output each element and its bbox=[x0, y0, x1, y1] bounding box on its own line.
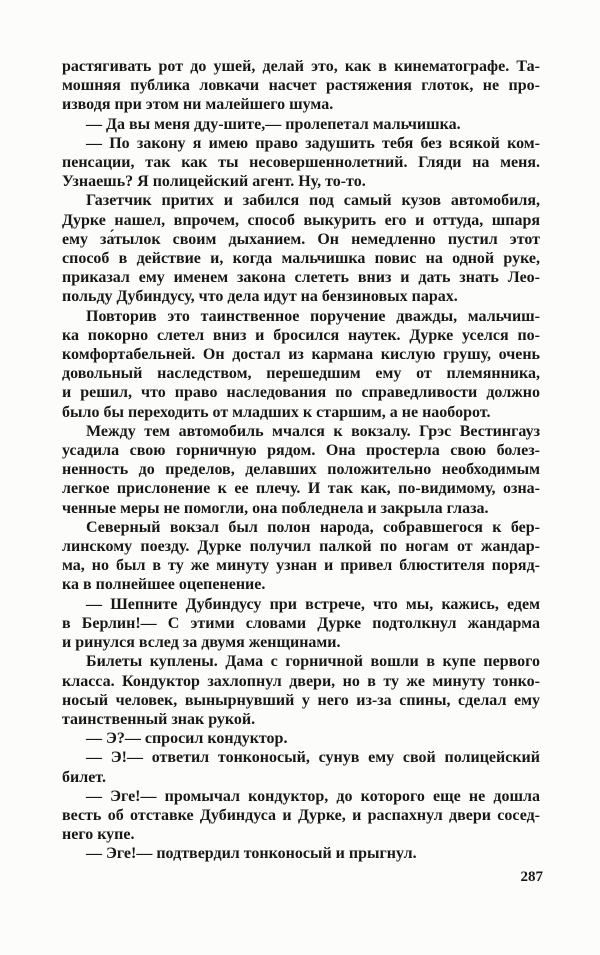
text-line: легкое прислонение к ее плечу. И так как, по-видимому, озна- bbox=[62, 480, 540, 498]
text-line: ненность до пределов, делавших положительно необходимым bbox=[62, 461, 540, 479]
paragraph bbox=[62, 115, 540, 134]
text-line: весть об отставке Дубиндуса и Дурке, и распахнул двери сосед- bbox=[62, 806, 540, 824]
text-line: усадила свою горничную рядом. Она простерла свою болез- bbox=[62, 442, 540, 460]
text-line: и ринулся вслед за двумя женщинами. bbox=[62, 634, 341, 652]
text-line: польду Дубиндусу, что дела идут на бензиновых парах. bbox=[62, 288, 458, 306]
paragraph bbox=[62, 57, 540, 115]
text-column bbox=[62, 57, 540, 864]
text-line: мошняя публика ловкачи насчет растяжения глоток, не про- bbox=[62, 77, 540, 95]
text-line: него купе. bbox=[62, 826, 135, 844]
paragraph bbox=[62, 787, 540, 845]
text-line: растягивать рот до ушей, делай это, как в кинематографе. Та- bbox=[62, 58, 540, 75]
text-line: Газетчик притих и забился под самый кузов автомобиля, bbox=[86, 192, 540, 210]
text-line: линскому поезду. Дурке получил палкой по ногам от жандар- bbox=[62, 538, 540, 556]
text-line: Между тем автомобиль мчался к вокзалу. Грэс Вестингауз bbox=[86, 422, 540, 440]
text-line: класса. Кондуктор захлопнул двери, но в ту же минуту тонко- bbox=[62, 672, 540, 690]
text-line: — Э?— спросил кондуктор. bbox=[86, 730, 288, 748]
text-line: и решил, что право наследования по справедливости должно bbox=[62, 384, 540, 402]
text-line: Узнаешь? Я полицейский агент. Ну, то-то. bbox=[62, 173, 366, 191]
text-line: — Эге!— подтвердил тонконосый и прыгнул. bbox=[86, 845, 417, 863]
text-line: ему за́тылок своим дыханием. Он немедленно пустил этот bbox=[62, 230, 540, 248]
text-line: Дурке нашел, впрочем, способ выкурить его и оттуда, шпаря bbox=[62, 211, 540, 229]
paragraph bbox=[62, 652, 540, 729]
text-line: способ в действие и, когда мальчишка повис на одной руке, bbox=[62, 250, 540, 268]
text-line: ка покорно слетел вниз и бросился наутек. Дурке уселся по- bbox=[62, 326, 540, 344]
text-line: Повторив это таинственное поручение дважды, мальчиш- bbox=[86, 307, 540, 325]
text-line: ченные меры не помогли, она побледнела и закрыла глаза. bbox=[62, 499, 489, 517]
text-line: комфортабельней. Он достал из кармана кислую грушу, очень bbox=[62, 346, 540, 364]
paragraph bbox=[62, 844, 540, 863]
text-line: довольный наследством, перешедшим ему от племянника, bbox=[62, 365, 540, 383]
text-line: носый человек, вынырнувший у него из-за спины, сделал ему bbox=[62, 691, 540, 709]
text-line: было бы переходить от младших к старшим, а не наоборот. bbox=[62, 403, 491, 421]
text-line: билет. bbox=[62, 768, 106, 786]
text-line: приказал ему именем закона слететь вниз и дать знать Лео- bbox=[62, 269, 540, 287]
text-line: в Берлин!— С этими словами Дурке подтолкнул жандарма bbox=[62, 614, 540, 632]
paragraph bbox=[62, 595, 540, 653]
text-line: таинственный знак рукой. bbox=[62, 710, 256, 728]
text-line: Северный вокзал был полон народа, собравшегося к бер- bbox=[86, 518, 540, 536]
paragraph bbox=[62, 518, 540, 595]
text-line: Билеты куплены. Дама с горничной вошли в купе первого bbox=[86, 653, 540, 671]
text-line: изводя при этом ни малейшего шума. bbox=[62, 96, 334, 114]
text-line: ма, но был в ту же минуту узнан и привел блюстителя поряд- bbox=[62, 557, 540, 575]
paragraph bbox=[62, 134, 540, 192]
text-line: — По закону я имею право задушить тебя без всякой ком- bbox=[86, 134, 540, 152]
text-line: — Э!— ответил тонконосый, сунув ему свой полицейский bbox=[86, 749, 540, 767]
text-line: — Да вы меня дду-шите,— пролепетал мальчишка. bbox=[86, 115, 461, 133]
text-line: — Эге!— промычал кондуктор, до которого еще не дошла bbox=[86, 787, 540, 805]
paragraph bbox=[62, 191, 540, 306]
paragraph bbox=[62, 748, 540, 786]
text-line: ка в полнейшее оцепенение. bbox=[62, 576, 266, 594]
text-line: пенсации, так как ты несовершеннолетний. Гляди на меня. bbox=[62, 154, 540, 172]
paragraph bbox=[62, 729, 540, 748]
page-number: 287 bbox=[520, 869, 543, 885]
paragraph bbox=[62, 307, 540, 422]
paragraph bbox=[62, 422, 540, 518]
text-line: — Шепните Дубиндусу при встрече, что мы, кажись, едем bbox=[86, 595, 540, 613]
